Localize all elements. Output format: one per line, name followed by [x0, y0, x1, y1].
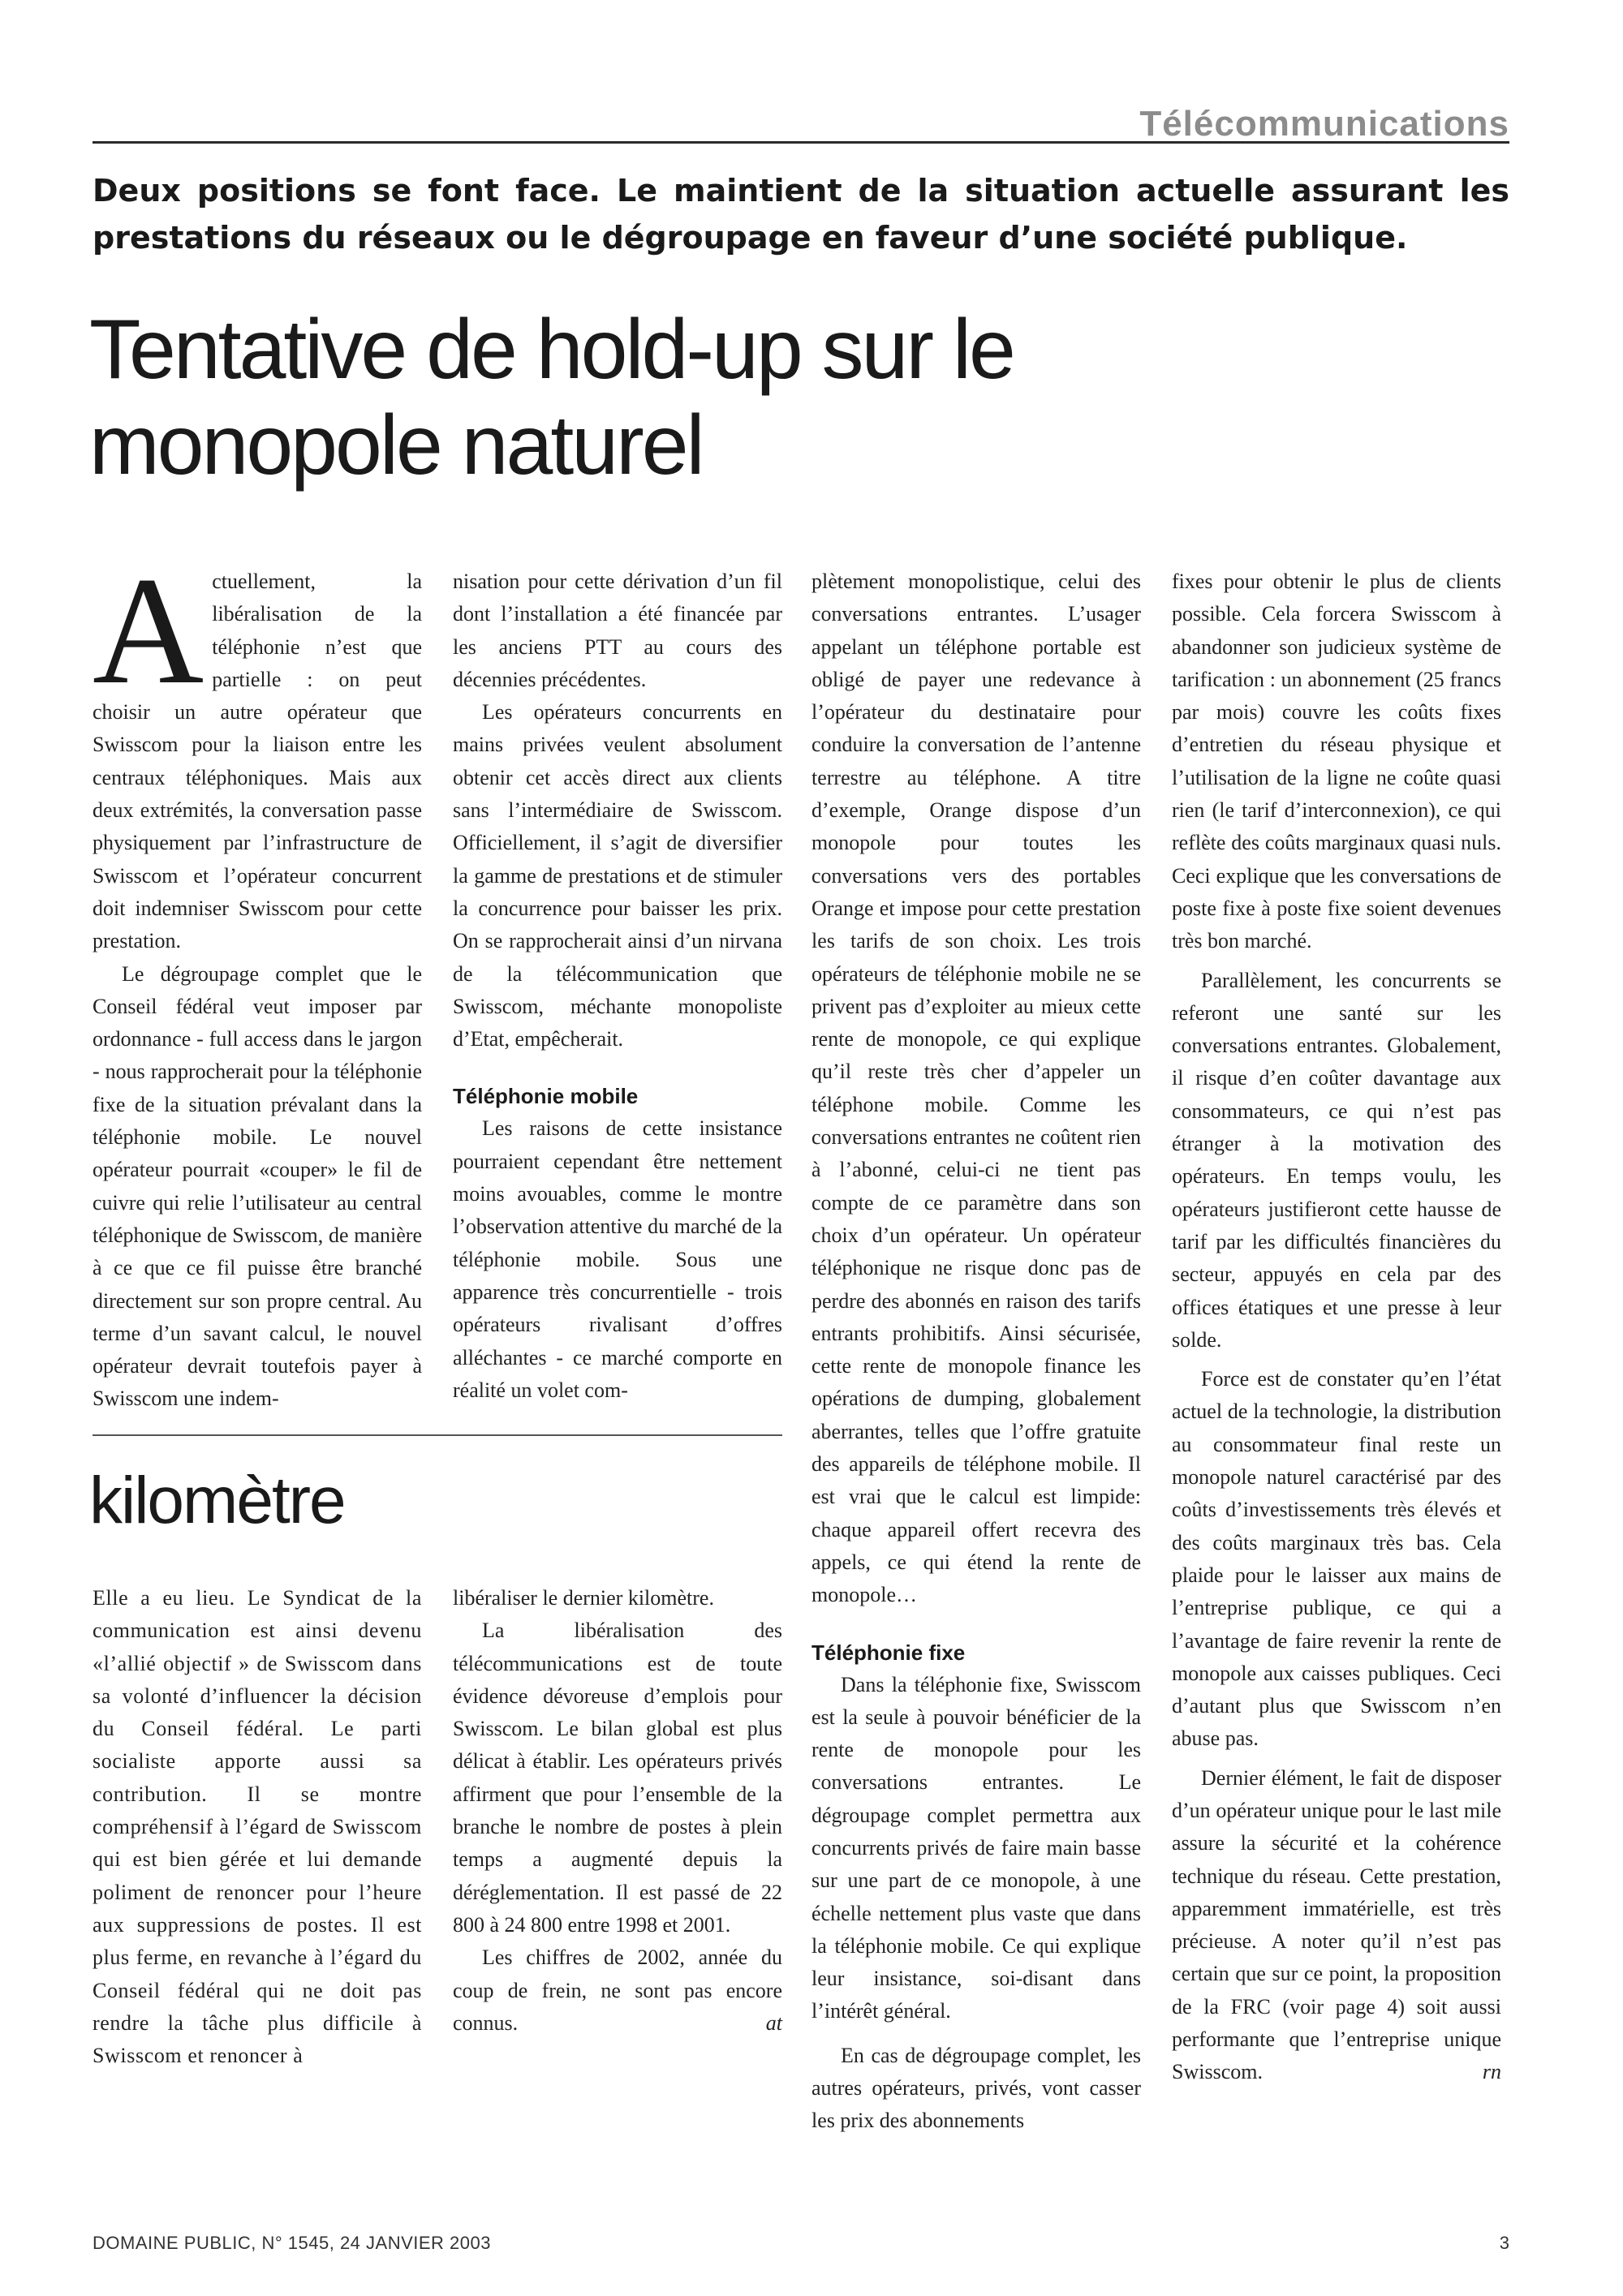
- paragraph: Dans la téléphonie fixe, Swisscom est la seule à pouvoir bénéficier de la rente de monopole pour les conversations entrantes. Le dégroupage complet permettra aux concurrents privés de faire main basse sur une part de ce monopole, à une échelle nettement plus vaste que dans la téléphonie mobile. Ce qui explique leur insistance, soi-disant dans l’intérêt général.: [812, 1672, 1141, 2023]
- paragraph-text: Les chiffres de 2002, année du coup de frein, ne sont pas encore connus.: [453, 1946, 782, 2035]
- author-signature: at: [765, 2010, 782, 2035]
- paragraph: nisation pour cette dérivation d’un fil dont l’installation a été financée par les anciens PTT au cours des décennies précédentes.: [453, 570, 782, 691]
- headline: Tentative de hold-up sur le monopole naturel: [89, 303, 1014, 492]
- section-rule: [93, 1434, 782, 1436]
- drop-cap: A: [93, 546, 204, 716]
- page-number: 3: [1499, 2233, 1509, 2253]
- column-3: [812, 565, 1141, 2138]
- paragraph: Parallèlement, les concurrents se referont une santé sur les conversations entrantes. Globalement, il risque d’en coûter davantage aux consommateurs, ce qui n’est pas étranger à la motivation des opérateurs. En temps voulu, les opérateurs justifieront cette hausse de tarif par les difficultés financières du secteur, appuyés en cela par des offices étatiques et une presse à leur solde.: [1172, 968, 1501, 1352]
- column-6: [453, 1582, 782, 2040]
- paragraph: Elle a eu lieu. Le Syndicat de la communication est ainsi devenu «l’allié objectif » de Swisscom dans sa volonté d’influencer la décision du Conseil fédéral. Le parti socialiste apporte aussi sa contribution. Il se montre compréhensif à l’égard de Swisscom qui est bien gérée et lui demande poliment de renoncer pour l’heure aux suppressions de postes. Il est plus ferme, en revanche à l’égard du Conseil fédéral qui ne doit pas rendre la tâche plus difficile à Swisscom et renoncer à: [93, 1586, 422, 2068]
- column-4: [1172, 565, 1501, 2089]
- paragraph: Les opérateurs concurrents en mains privées veulent absolument obtenir cet accès direct aux clients sans l’intermédiaire de Swisscom. Officiellement, il s’agit de diversifier la gamme de prestations et de stimuler la concurrence pour baisser les prix. On se rapprocherait ainsi d’un nirvana de la télécommunication que Swisscom, méchante monopoliste d’Etat, empêcherait.: [453, 700, 782, 1051]
- paragraph: [1172, 1762, 1501, 2089]
- subhead-fixe: Téléphonie fixe: [812, 1640, 966, 1665]
- paragraph: plètement monopolistique, celui des conversations entrantes. L’usager appelant un téléphone portable est obligé de payer une redevance à l’opérateur du destinataire pour conduire la conversation de l’antenne terrestre au téléphone. A titre d’exemple, Orange dispose d’un monopole pour toutes les conversations vers des portables Orange et impose pour cette prestation les tarifs de son choix. Les trois opérateurs de téléphonie mobile ne se privent pas d’exploiter au mieux cette rente de monopole, ce qui explique qu’il reste très cher d’appeler un téléphone mobile. Comme les conversations entrantes ne coûtent rien à l’abonné, celui-ci ne tient pas compte de ce paramètre dans son choix d’un opérateur. Un opérateur téléphonique ne risque donc pas de perdre des abonnés en raison des tarifs entrants prohibitifs. Ainsi sécurisée, cette rente de monopole finance les opérations de dumping, globalement aberrantes, telles que l’offre gratuite des appareils de téléphone mobile. Il est vrai que le calcul est limpide: chaque appareil offert recevra des appels, ce qui étend la rente de monopole…: [812, 570, 1141, 1607]
- paragraph: Les raisons de cette insistance pourraient cependant être nettement moins avouables, comme le montre l’observation attentive du marché de la téléphonie mobile. Sous une apparence très concurrentielle - trois opérateurs rivalisant d’offres alléchantes - ce marché comporte en réalité un volet com-: [453, 1116, 782, 1402]
- paragraph: ctuellement, la libéralisation de la téléphonie n’est que partielle : on peut choisir un autre opérateur que Swisscom pour la liaison entre les centraux téléphoniques. Mais aux deux extrémités, la conversation passe physiquement par l’infrastructure de Swisscom et l’opérateur concurrent doit indemniser Swisscom pour cette prestation.: [93, 570, 422, 953]
- paragraph: Le dégroupage complet que le Conseil fédéral veut imposer par ordonnance - full access dans le jargon - nous rapprocherait pour la téléphonie fixe de la situation prévalant dans la téléphonie mobile. Le nouvel opérateur pourrait «couper» le fil de cuivre qui relie l’utilisateur au central téléphonique de Swisscom, de manière à ce que ce fil puisse être branché directement sur son propre central. Au terme d’un savant calcul, le nouvel opérateur devrait toutefois payer à Swisscom une indem-: [93, 961, 422, 1411]
- paragraph: En cas de dégroupage complet, les autres opérateurs, privés, vont casser les prix des abonnements: [812, 2043, 1141, 2133]
- section-label: Télécommunications: [1139, 104, 1509, 144]
- author-signature: rn: [1482, 2060, 1501, 2084]
- paragraph: La libéralisation des télécommunications est de toute évidence dévoreuse d’emplois pour Swisscom. Le bilan global est plus délicat à établir. Les opérateurs privés affirment que pour l’ensemble de la branche le nombre de postes à plein temps a augmenté depuis la déréglementation. Il est passé de 22 800 à 24 800 entre 1998 et 2001.: [453, 1619, 782, 1937]
- subhead-mobile: Téléphonie mobile: [453, 1084, 639, 1109]
- footer-publication: DOMAINE PUBLIC, N° 1545, 24 JANVIER 2003: [93, 2233, 491, 2253]
- paragraph: [453, 1941, 782, 2040]
- paragraph: libéraliser le dernier kilomètre.: [453, 1586, 714, 1610]
- column-2: [453, 565, 782, 1407]
- lead-paragraph: Deux positions se font face. Le maintient de la situation actuelle assurant les prestations du réseaux ou le dégroupage en faveur d’une société publique.: [93, 173, 1509, 256]
- paragraph: Force est de constater qu’en l’état actuel de la technologie, la distribution au consommateur final reste un monopole naturel caractérisé par des coûts d’investissements très élevés et des coûts marginaux très bas. Cela plaide pour le laisser aux mains de l’entreprise publique, ce qui a l’avantage de faire revenir la rente de monopole aux caisses publiques. Ceci d’autant plus que Swisscom n’en abuse pas.: [1172, 1367, 1501, 1751]
- paragraph-text: Dernier élément, le fait de disposer d’un opérateur unique pour le last mile assure la sécurité et la cohérence technique du réseau. Cette prestation, apparemment immatérielle, est très précieuse. A noter qu’il n’est pas certain que sur ce point, la proposition de la FRC (voir page 4) soit aussi performante que l’entreprise unique Swisscom.: [1172, 1765, 1501, 2084]
- top-rule: [93, 141, 1509, 144]
- paragraph: fixes pour obtenir le plus de clients possible. Cela forcera Swisscom à abandonner son judicieux système de tarification : un abonnement (25 francs par mois) couvre les coûts fixes d’entretien du réseau physique et l’utilisation de la ligne ne coûte quasi rien (le tarif d’interconnexion), ce qui reflète des coûts marginaux quasi nuls. Ceci explique que les conversations de poste fixe à poste fixe soient devenues très bon marché.: [1172, 570, 1501, 953]
- headline-kilometre: kilomètre: [89, 1464, 345, 1537]
- column-1: [93, 546, 422, 1416]
- column-5: [93, 1582, 422, 2072]
